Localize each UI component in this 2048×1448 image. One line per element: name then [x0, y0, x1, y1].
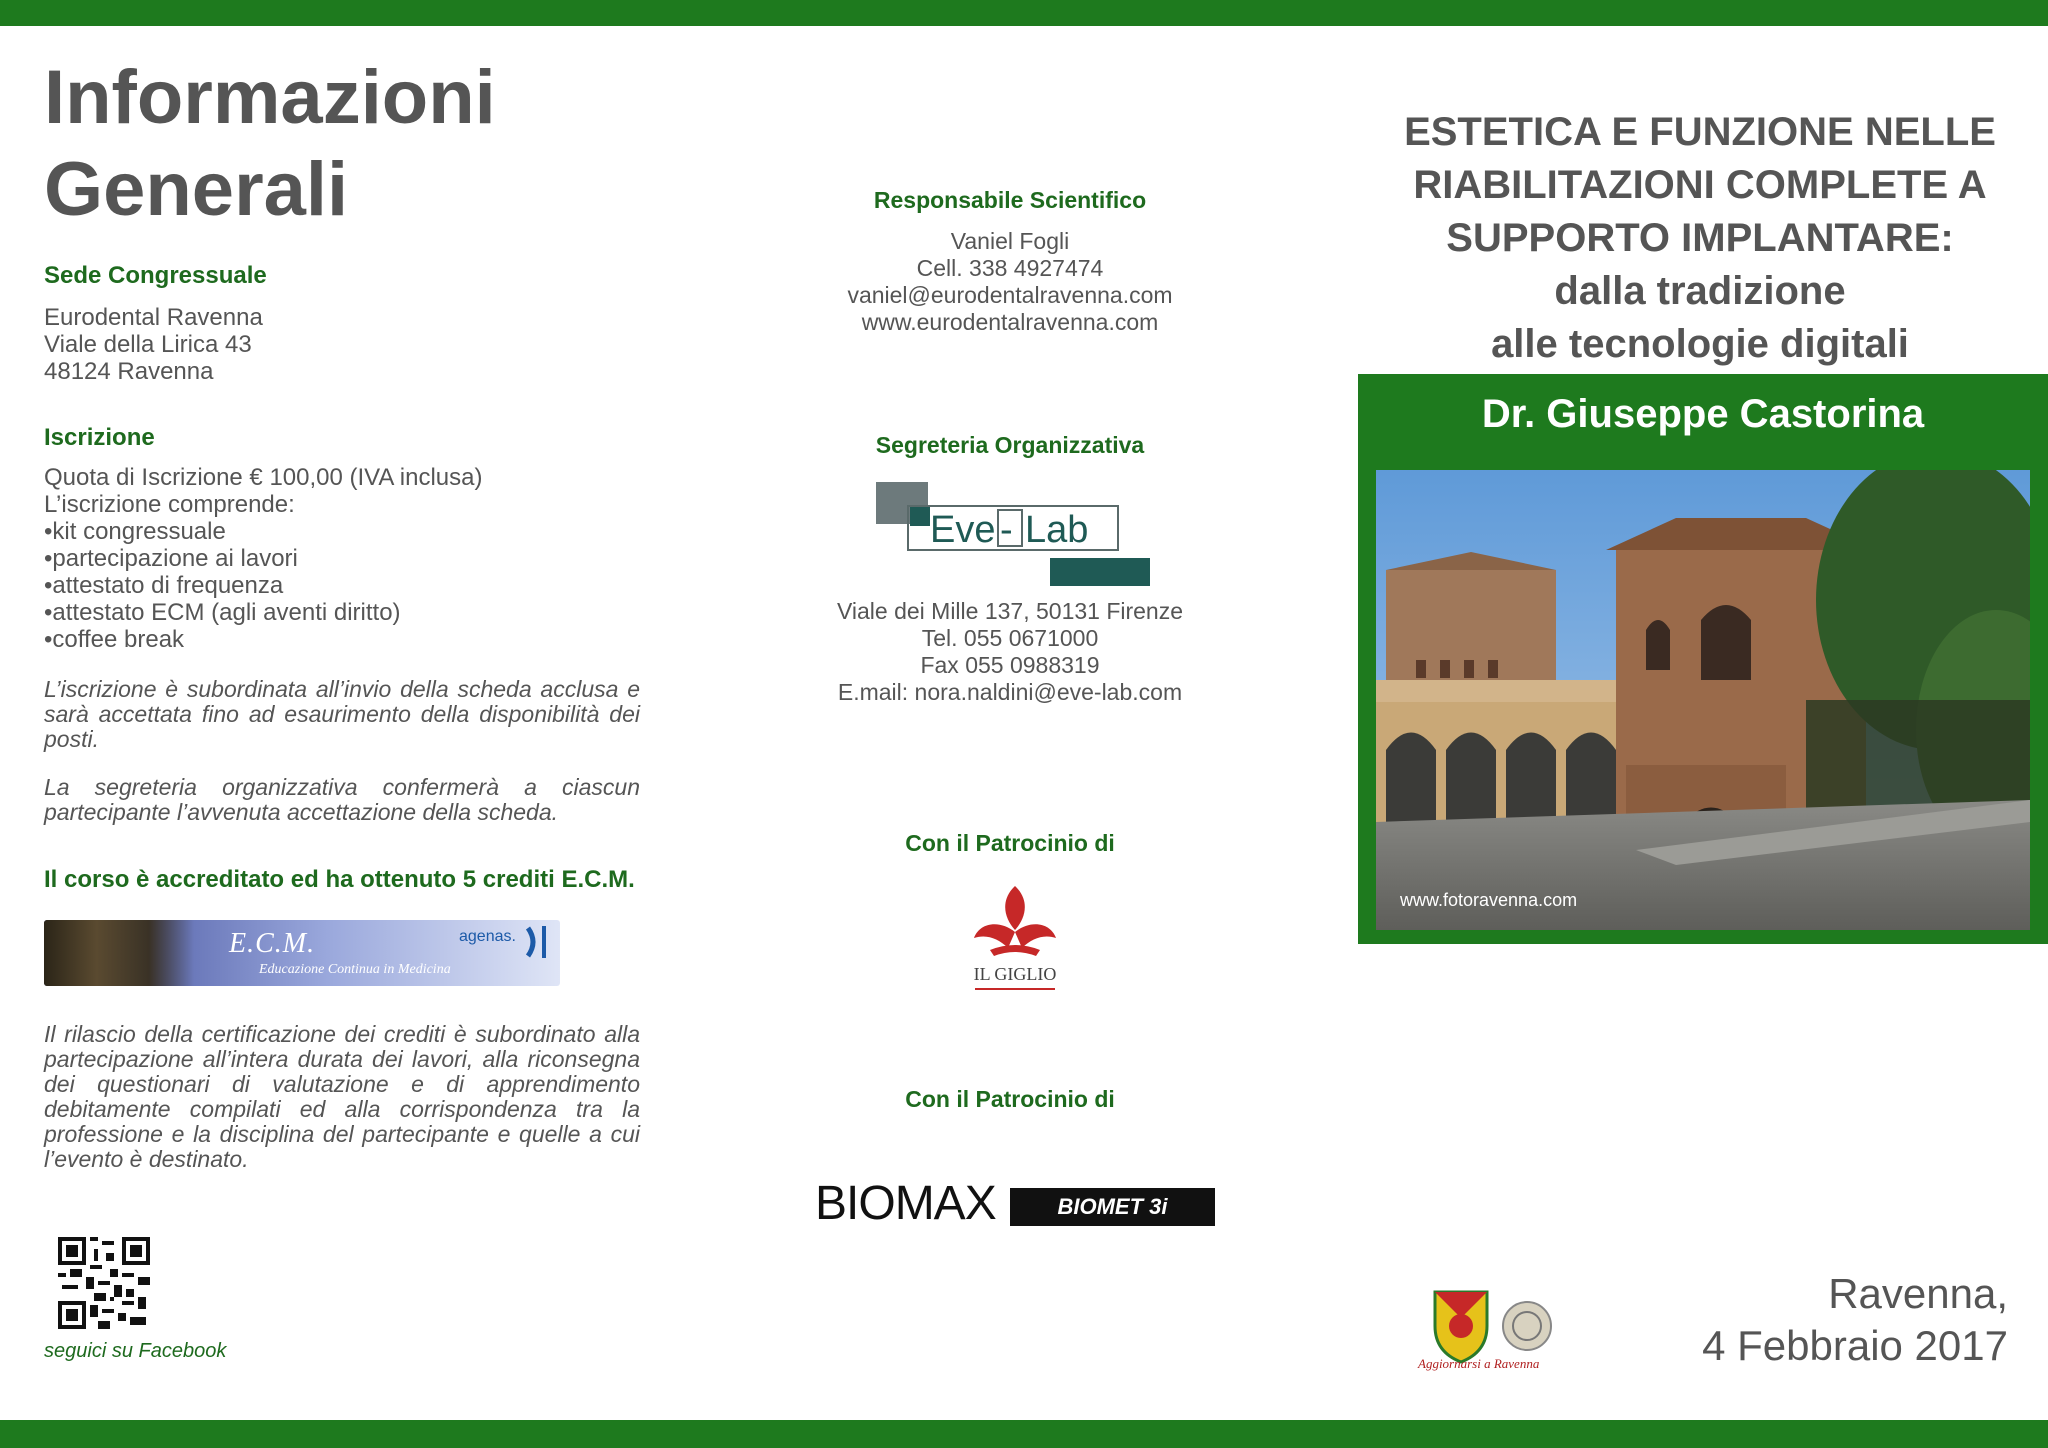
scientific-website-link[interactable]: www.eurodentalravenna.com [861, 309, 1159, 335]
organizer-heading: Segreteria Organizzativa [875, 432, 1145, 458]
place-and-date [1560, 1268, 2008, 1372]
patronage-heading-1: Con il Patrocinio di [905, 830, 1115, 856]
course-title: ESTETICA E FUNZIONE NELLE RIABILITAZIONI COMPLETE A SUPPORTO IMPLANTARE: dalla tradizione alle tecnologie digitali [1404, 110, 1996, 366]
ravenna-photo [1376, 470, 2030, 930]
eve-lab-logo-left: Eve [930, 509, 996, 551]
biomet-3i-text: BIOMET 3i [1010, 1188, 1215, 1226]
photo-credit: www.fotoravenna.com [1400, 890, 1578, 910]
patronage-heading-2: Con il Patrocinio di [905, 1086, 1115, 1112]
venue-heading: Sede Congressuale [44, 262, 267, 289]
scientific-director-block: Responsabile Scientifico Vaniel Fogli Cell. 338 4927474 vaniel@eurodentalravenna.com www.eurodentalravenna.com [780, 187, 1240, 336]
facebook-follow-link[interactable]: seguici su Facebook [44, 1340, 227, 1362]
biomax-logo [815, 1177, 1215, 1230]
ecm-credits-heading: Il corso è accreditato ed ha ottenuto 5 crediti E.C.M. [44, 866, 635, 893]
title-line: Informazioni [44, 55, 496, 140]
registration-note: L’iscrizione è subordinata all’invio della scheda acclusa e sarà accettata fino ad esaurimento della disponibilità dei posti. [44, 676, 640, 752]
certification-note: Il rilascio della certificazione dei crediti è subordinato alla partecipazione all’intera durata dei lavori, alla riconsegna dei questionari di valutazione e di apprendimento debitamente compilati ed alla corrispondenza tra la professione e la disciplina del partecipante e quelle a cui l’evento è destinato. [44, 1021, 640, 1172]
eve-lab-logo [870, 480, 1155, 590]
il-giglio-text: IL GIGLIO [973, 964, 1057, 984]
qr-code-icon[interactable] [58, 1237, 150, 1329]
registration-heading: Iscrizione [44, 424, 155, 451]
ecm-banner-subtitle: Educazione Continua in Medicina [259, 962, 451, 977]
agenas-label: agenas. [459, 928, 516, 945]
top-green-bar [0, 0, 2048, 26]
speaker-panel [1358, 374, 2048, 944]
venue-address: Eurodental Ravenna Viale della Lirica 43 48124 Ravenna [44, 304, 263, 385]
event-place: Ravenna, [1828, 1270, 2008, 1317]
ecm-banner-title: E.C.M. [229, 928, 316, 959]
organizer-email-link[interactable]: E.mail: nora.naldini@eve-lab.com [837, 679, 1183, 705]
biomax-text: BIOMAX [815, 1177, 996, 1230]
confirmation-note: La segreteria organizzativa confermerà a ciascun partecipante l’avvenuta accettazione della scheda. [44, 774, 640, 825]
ravenna-church-image [1376, 470, 2030, 930]
speaker-name: Dr. Giuseppe Castorina [1481, 392, 1925, 436]
ecm-banner [44, 920, 560, 986]
scientific-email-link[interactable]: vaniel@eurodentalravenna.com [847, 282, 1173, 308]
organizer-contacts: Viale dei Mille 137, 50131 Firenze Tel. 055 0671000 Fax 055 0988319 E.mail: nora.naldini@eve-lab.com [780, 598, 1240, 706]
emblem-caption: Aggiornarsi a Ravenna [1418, 1356, 1540, 1371]
bottom-green-bar [0, 1420, 2048, 1448]
main-title [44, 52, 604, 236]
eve-lab-logo-dash: - [1000, 509, 1013, 551]
eve-lab-logo-right: Lab [1025, 509, 1089, 551]
title-line: Generali [44, 147, 349, 232]
ecm-people-image [44, 920, 194, 986]
registration-details: Quota di Iscrizione € 100,00 (IVA inclusa) L’iscrizione comprende: •kit congressuale •partecipazione ai lavori •attestato di frequenza •attestato ECM (agli aventi diritto) •coffee break [44, 464, 483, 653]
scientific-heading: Responsabile Scientifico [873, 187, 1147, 213]
il-giglio-logo [960, 880, 1070, 1000]
agenas-logo-icon [522, 924, 552, 960]
event-date: 4 Febbraio 2017 [1702, 1322, 2008, 1369]
